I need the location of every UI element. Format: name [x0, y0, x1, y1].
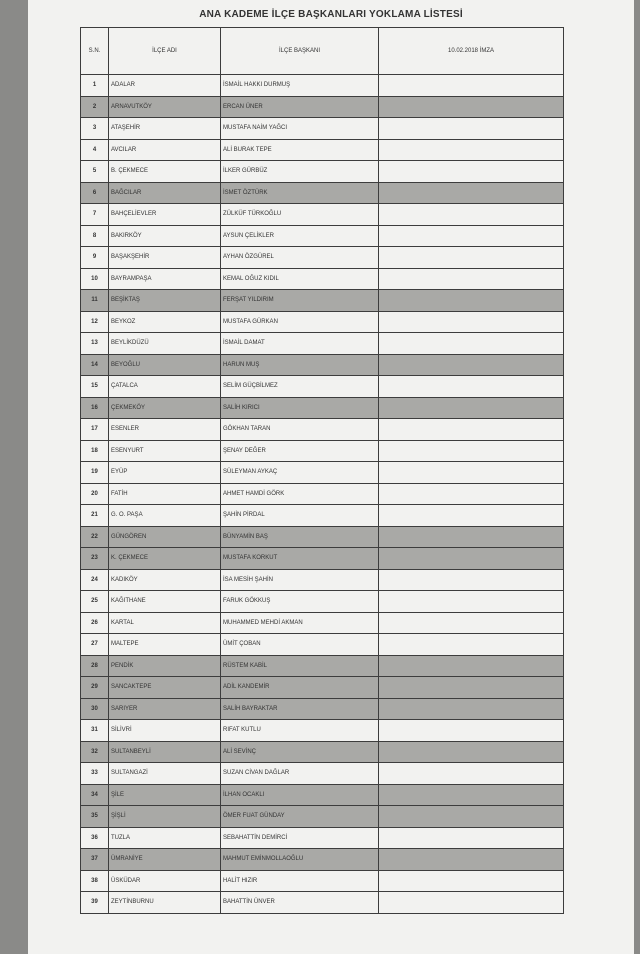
cell-sn: 27 [81, 634, 109, 656]
cell-sn: 36 [81, 827, 109, 849]
cell-district: PENDİK [109, 655, 221, 677]
cell-chairperson: ŞAHİN PİRDAL [221, 505, 379, 527]
column-header-district: İLÇE ADI [109, 28, 221, 75]
cell-chairperson: AHMET HAMDİ GÖRK [221, 483, 379, 505]
cell-signature [379, 827, 564, 849]
cell-chairperson: SELİM GÜÇBİLMEZ [221, 376, 379, 398]
cell-district: KADIKÖY [109, 569, 221, 591]
cell-sn: 12 [81, 311, 109, 333]
cell-sn: 11 [81, 290, 109, 312]
table-row [81, 333, 564, 355]
cell-district: ŞİŞLİ [109, 806, 221, 828]
cell-district: G. O. PAŞA [109, 505, 221, 527]
cell-sn: 20 [81, 483, 109, 505]
cell-district: SİLİVRİ [109, 720, 221, 742]
table-row [81, 849, 564, 871]
cell-signature [379, 720, 564, 742]
column-header-signature: 10.02.2018 İMZA [379, 28, 564, 75]
cell-signature [379, 483, 564, 505]
cell-sn: 30 [81, 698, 109, 720]
cell-signature [379, 569, 564, 591]
cell-signature [379, 526, 564, 548]
cell-district: BAŞAKŞEHİR [109, 247, 221, 269]
cell-signature [379, 161, 564, 183]
cell-chairperson: RIFAT KUTLU [221, 720, 379, 742]
table-row [81, 75, 564, 97]
table-row [81, 569, 564, 591]
cell-chairperson: İLKER GÜRBÜZ [221, 161, 379, 183]
cell-sn: 21 [81, 505, 109, 527]
table-row [81, 892, 564, 914]
cell-district: KARTAL [109, 612, 221, 634]
cell-sn: 29 [81, 677, 109, 699]
cell-chairperson: FARUK GÖKKUŞ [221, 591, 379, 613]
table-row [81, 204, 564, 226]
cell-district: ESENLER [109, 419, 221, 441]
table-row [81, 763, 564, 785]
cell-sn: 33 [81, 763, 109, 785]
cell-district: BAĞCILAR [109, 182, 221, 204]
table-row [81, 591, 564, 613]
cell-signature [379, 462, 564, 484]
cell-district: ÜSKÜDAR [109, 870, 221, 892]
cell-chairperson: AYSUN ÇELİKLER [221, 225, 379, 247]
cell-sn: 8 [81, 225, 109, 247]
cell-chairperson: GÖKHAN TARAN [221, 419, 379, 441]
table-row [81, 290, 564, 312]
cell-district: B. ÇEKMECE [109, 161, 221, 183]
cell-signature [379, 655, 564, 677]
table-row [81, 548, 564, 570]
cell-chairperson: ZÜLKÜF TÜRKOĞLU [221, 204, 379, 226]
cell-signature [379, 96, 564, 118]
cell-chairperson: MUSTAFA GÜRKAN [221, 311, 379, 333]
cell-sn: 4 [81, 139, 109, 161]
cell-signature [379, 548, 564, 570]
table-row [81, 311, 564, 333]
cell-district: GÜNGÖREN [109, 526, 221, 548]
cell-district: ZEYTİNBURNU [109, 892, 221, 914]
cell-district: KAĞITHANE [109, 591, 221, 613]
cell-signature [379, 268, 564, 290]
cell-chairperson: İSMAİL DAMAT [221, 333, 379, 355]
cell-chairperson: İSMAİL HAKKI DURMUŞ [221, 75, 379, 97]
cell-sn: 6 [81, 182, 109, 204]
cell-sn: 25 [81, 591, 109, 613]
table-row [81, 870, 564, 892]
cell-signature [379, 591, 564, 613]
cell-district: BEYOĞLU [109, 354, 221, 376]
cell-chairperson: İLHAN OCAKLI [221, 784, 379, 806]
cell-chairperson: İSMET ÖZTÜRK [221, 182, 379, 204]
cell-chairperson: HARUN MUŞ [221, 354, 379, 376]
cell-chairperson: KEMAL OĞUZ KIDIL [221, 268, 379, 290]
cell-signature [379, 849, 564, 871]
table-row [81, 139, 564, 161]
table-row [81, 806, 564, 828]
cell-district: ÇEKMEKÖY [109, 397, 221, 419]
column-header-sn: S.N. [81, 28, 109, 75]
table-row [81, 741, 564, 763]
cell-district: SANCAKTEPE [109, 677, 221, 699]
table-row [81, 720, 564, 742]
table-row [81, 225, 564, 247]
cell-chairperson: SUZAN CİVAN DAĞLAR [221, 763, 379, 785]
cell-signature [379, 290, 564, 312]
cell-chairperson: MUSTAFA KORKUT [221, 548, 379, 570]
cell-district: ESENYURT [109, 440, 221, 462]
cell-signature [379, 397, 564, 419]
cell-district: ATAŞEHİR [109, 118, 221, 140]
cell-chairperson: FERŞAT YILDIRIM [221, 290, 379, 312]
cell-sn: 22 [81, 526, 109, 548]
document-title: ANA KADEME İLÇE BAŞKANLARI YOKLAMA LİSTESİ [199, 9, 463, 20]
cell-chairperson: ALİ SEVİNÇ [221, 741, 379, 763]
cell-chairperson: BÜNYAMİN BAŞ [221, 526, 379, 548]
table-row [81, 419, 564, 441]
table-row [81, 376, 564, 398]
cell-district: ÜMRANİYE [109, 849, 221, 871]
cell-district: AVCILAR [109, 139, 221, 161]
cell-district: BAYRAMPAŞA [109, 268, 221, 290]
cell-signature [379, 354, 564, 376]
cell-chairperson: SEBAHATTİN DEMİRCİ [221, 827, 379, 849]
cell-sn: 19 [81, 462, 109, 484]
cell-chairperson: ÜMİT ÇOBAN [221, 634, 379, 656]
table-row [81, 634, 564, 656]
cell-district: ADALAR [109, 75, 221, 97]
cell-chairperson: İSA MESİH ŞAHİN [221, 569, 379, 591]
cell-district: FATİH [109, 483, 221, 505]
attendance-table [80, 27, 564, 914]
cell-signature [379, 784, 564, 806]
cell-sn: 5 [81, 161, 109, 183]
cell-signature [379, 612, 564, 634]
cell-sn: 16 [81, 397, 109, 419]
cell-sn: 38 [81, 870, 109, 892]
cell-signature [379, 440, 564, 462]
cell-district: EYÜP [109, 462, 221, 484]
cell-signature [379, 182, 564, 204]
cell-signature [379, 225, 564, 247]
cell-signature [379, 247, 564, 269]
cell-sn: 17 [81, 419, 109, 441]
cell-chairperson: AYHAN ÖZGÜREL [221, 247, 379, 269]
cell-district: BAKIRKÖY [109, 225, 221, 247]
cell-sn: 13 [81, 333, 109, 355]
cell-sn: 28 [81, 655, 109, 677]
table-row [81, 655, 564, 677]
cell-signature [379, 806, 564, 828]
cell-district: SARIYER [109, 698, 221, 720]
cell-chairperson: SALİH BAYRAKTAR [221, 698, 379, 720]
cell-district: MALTEPE [109, 634, 221, 656]
table-row [81, 526, 564, 548]
cell-sn: 10 [81, 268, 109, 290]
cell-district: BAHÇELİEVLER [109, 204, 221, 226]
cell-district: SULTANGAZİ [109, 763, 221, 785]
cell-signature [379, 870, 564, 892]
table-row [81, 440, 564, 462]
cell-chairperson: SALİH KIRICI [221, 397, 379, 419]
cell-chairperson: HALİT HIZIR [221, 870, 379, 892]
cell-chairperson: ŞENAY DEĞER [221, 440, 379, 462]
cell-sn: 18 [81, 440, 109, 462]
cell-sn: 35 [81, 806, 109, 828]
cell-district: ARNAVUTKÖY [109, 96, 221, 118]
cell-sn: 14 [81, 354, 109, 376]
cell-chairperson: MUSTAFA NAİM YAĞCI [221, 118, 379, 140]
cell-chairperson: ALİ BURAK TEPE [221, 139, 379, 161]
cell-signature [379, 505, 564, 527]
cell-sn: 1 [81, 75, 109, 97]
table-row [81, 118, 564, 140]
cell-signature [379, 311, 564, 333]
cell-signature [379, 419, 564, 441]
cell-signature [379, 741, 564, 763]
table-row [81, 397, 564, 419]
table-row [81, 698, 564, 720]
cell-signature [379, 376, 564, 398]
table-row [81, 612, 564, 634]
cell-district: SULTANBEYLİ [109, 741, 221, 763]
table-row [81, 483, 564, 505]
cell-signature [379, 634, 564, 656]
cell-chairperson: ERCAN ÜNER [221, 96, 379, 118]
table-row [81, 505, 564, 527]
cell-signature [379, 698, 564, 720]
table-row [81, 354, 564, 376]
table-row [81, 96, 564, 118]
cell-chairperson: BAHATTİN ÜNVER [221, 892, 379, 914]
cell-district: BEYLİKDÜZÜ [109, 333, 221, 355]
table-row [81, 247, 564, 269]
table-row [81, 161, 564, 183]
table-body [81, 75, 564, 914]
table-header-row [81, 28, 564, 75]
cell-sn: 3 [81, 118, 109, 140]
cell-signature [379, 333, 564, 355]
cell-signature [379, 677, 564, 699]
table-row [81, 827, 564, 849]
cell-sn: 24 [81, 569, 109, 591]
table-row [81, 182, 564, 204]
cell-signature [379, 75, 564, 97]
column-header-chairperson: İLÇE BAŞKANI [221, 28, 379, 75]
table-row [81, 677, 564, 699]
cell-district: BEYKOZ [109, 311, 221, 333]
cell-chairperson: SÜLEYMAN AYKAÇ [221, 462, 379, 484]
cell-chairperson: RÜSTEM KABİL [221, 655, 379, 677]
cell-district: BEŞİKTAŞ [109, 290, 221, 312]
cell-sn: 31 [81, 720, 109, 742]
cell-signature [379, 892, 564, 914]
table-row [81, 268, 564, 290]
cell-district: ŞİLE [109, 784, 221, 806]
cell-signature [379, 204, 564, 226]
cell-sn: 37 [81, 849, 109, 871]
cell-district: TUZLA [109, 827, 221, 849]
cell-sn: 7 [81, 204, 109, 226]
cell-chairperson: ADİL KANDEMİR [221, 677, 379, 699]
cell-district: ÇATALCA [109, 376, 221, 398]
cell-sn: 23 [81, 548, 109, 570]
cell-signature [379, 139, 564, 161]
table-row [81, 462, 564, 484]
cell-sn: 39 [81, 892, 109, 914]
cell-chairperson: MUHAMMED MEHDİ AKMAN [221, 612, 379, 634]
cell-sn: 2 [81, 96, 109, 118]
cell-sn: 34 [81, 784, 109, 806]
cell-chairperson: ÖMER FUAT GÜNDAY [221, 806, 379, 828]
cell-sn: 9 [81, 247, 109, 269]
cell-sn: 15 [81, 376, 109, 398]
cell-sn: 32 [81, 741, 109, 763]
cell-signature [379, 763, 564, 785]
cell-district: K. ÇEKMECE [109, 548, 221, 570]
cell-signature [379, 118, 564, 140]
table-row [81, 784, 564, 806]
cell-sn: 26 [81, 612, 109, 634]
cell-chairperson: MAHMUT EMİNMOLLAOĞLU [221, 849, 379, 871]
